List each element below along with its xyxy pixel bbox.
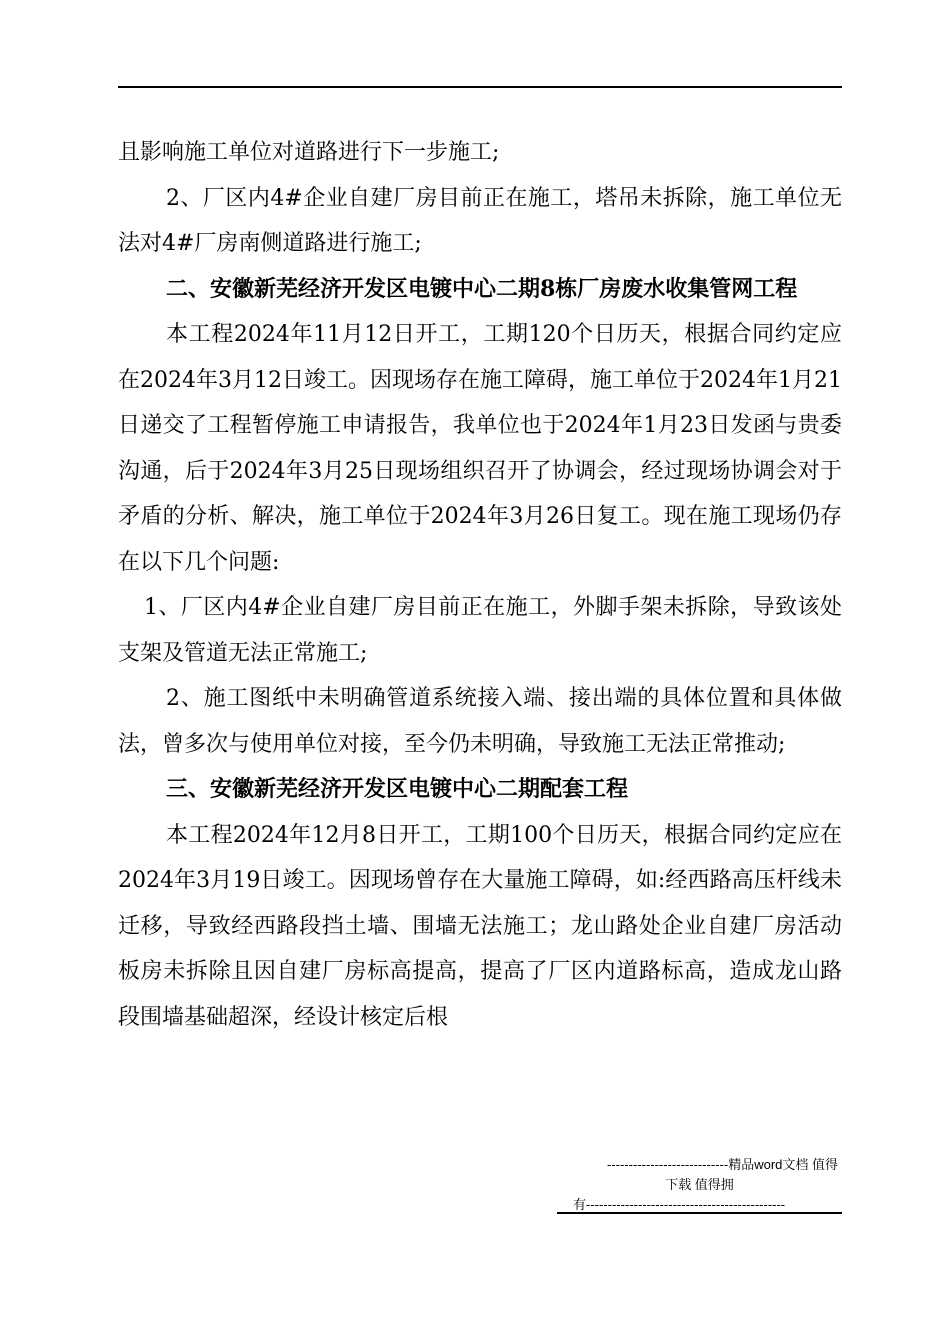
paragraph-item-2: 2、厂区内4#企业自建厂房目前正在施工，塔吊未拆除，施工单位无法对4#厂房南侧道路进行施工; (118, 185, 842, 256)
section-heading-3: 三、安徽新芜经济开发区电镀中心二期配套工程 (166, 776, 629, 802)
paragraph-body-3: 本工程2024年12月8日开工，工期100个日历天，根据合同约定应在2024年3月19日竣工。因现场曾存在大量施工障碍，如:经西路高压杆线未迁移，导致经西路段挡土墙、围墙无法施工；龙山路处企业自建厂房活动板房未拆除且因自建厂房标高提高，提高了厂区内道路标高，造成龙山路段围墙基础超深，经设计核定后根 (118, 822, 842, 1030)
paragraph-item-2b: 2、施工图纸中未明确管道系统接入端、接出端的具体位置和具体做法，曾多次与使用单位对接，至今仍未明确，导致施工无法正常推动; (118, 686, 842, 757)
footer-note (557, 1155, 842, 1215)
footer-line-1: ----------------------------精品word文档 值得 (606, 1157, 838, 1172)
section-heading-2: 二、安徽新芜经济开发区电镀中心二期8栋厂房废水收集管网工程 (166, 275, 798, 302)
paragraph-body: 本工程2024年11月12日开工，工期120个日历天，根据合同约定应在2024年3月12日竣工。因现场存在施工障碍，施工单位于2024年1月21日递交了工程暂停施工申请报告，我单位也于2024年1月23日发函与贵委沟通，后于2024年3月25日现场组织召开了协调会，经过现场协调会对于矛盾的分析、解决，施工单位于2024年3月26日复工。现在施工现场仍存在以下几个问题: (118, 322, 842, 575)
paragraph-item-1: 1、厂区内4#企业自建厂房目前正在施工，外脚手架未拆除，导致该处支架及管道无法正常施工; (118, 595, 842, 666)
footer-line-2: 下载 值得拥 (665, 1177, 734, 1192)
footer-rule (557, 1212, 842, 1214)
header-rule (118, 86, 842, 88)
document-body (118, 130, 842, 1040)
paragraph-continuation: 且影响施工单位对道路进行下一步施工; (118, 140, 500, 165)
footer-line-3: 有---------------------------------------------- (573, 1197, 786, 1212)
